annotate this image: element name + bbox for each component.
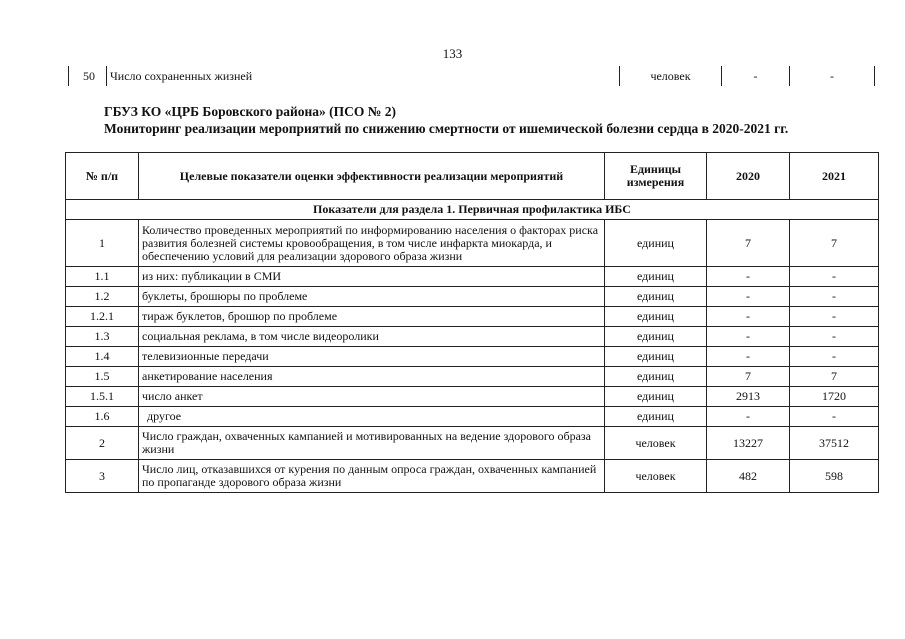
table-row — [66, 307, 879, 327]
row-value-2021: - — [790, 66, 875, 86]
row-unit: единиц — [605, 407, 707, 427]
row-number: 1.5.1 — [66, 387, 139, 407]
row-indicator: другое — [139, 407, 605, 427]
monitoring-title: Мониторинг реализации мероприятий по снижению смертности от ишемической болезни сердца в 2020-2021 гг. — [104, 121, 789, 136]
section-row — [66, 200, 879, 220]
table-row — [66, 367, 879, 387]
row-value-2021: - — [790, 407, 879, 427]
row-unit: человек — [605, 427, 707, 460]
row-value-2020: 7 — [707, 220, 790, 267]
row-indicator: Число сохраненных жизней — [107, 66, 620, 86]
row-number: 1.2.1 — [66, 307, 139, 327]
row-unit: единиц — [605, 267, 707, 287]
organization-heading: ГБУЗ КО «ЦРБ Боровского района» (ПСО № 2) — [104, 104, 396, 119]
row-value-2021: - — [790, 307, 879, 327]
row-number: 1.2 — [66, 287, 139, 307]
row-value-2020: - — [722, 66, 790, 86]
row-indicator: анкетирование населения — [139, 367, 605, 387]
row-number: 1.3 — [66, 327, 139, 347]
row-indicator: Число граждан, охваченных кампанией и мотивированных на ведение здорового образа жизни — [139, 427, 605, 460]
row-number: 3 — [66, 460, 139, 493]
row-number: 1.5 — [66, 367, 139, 387]
row-indicator: Число лиц, отказавшихся от курения по данным опроса граждан, охваченных кампанией по пропаганде здорового образа жизни — [139, 460, 605, 493]
row-value-2021: 1720 — [790, 387, 879, 407]
row-unit: единиц — [605, 307, 707, 327]
row-value-2021: - — [790, 327, 879, 347]
row-value-2021: - — [790, 267, 879, 287]
row-number: 1.4 — [66, 347, 139, 367]
row-unit: единиц — [605, 327, 707, 347]
row-value-2021: 7 — [790, 220, 879, 267]
row-value-2021: - — [790, 287, 879, 307]
row-unit: единиц — [605, 387, 707, 407]
table-row — [66, 220, 879, 267]
row-number: 50 — [69, 66, 107, 86]
row-value-2020: 2913 — [707, 387, 790, 407]
row-indicator: тираж буклетов, брошюр по проблеме — [139, 307, 605, 327]
row-value-2020: - — [707, 287, 790, 307]
monitoring-table — [65, 152, 879, 493]
table-row — [69, 66, 875, 86]
row-value-2020: - — [707, 327, 790, 347]
row-value-2020: - — [707, 407, 790, 427]
row-indicator: телевизионные передачи — [139, 347, 605, 367]
row-number: 1 — [66, 220, 139, 267]
header-2021: 2021 — [790, 153, 879, 200]
row-number: 1.6 — [66, 407, 139, 427]
row-unit: человек — [605, 460, 707, 493]
row-value-2020: 7 — [707, 367, 790, 387]
row-value-2021: 37512 — [790, 427, 879, 460]
table-row — [66, 287, 879, 307]
row-unit: единиц — [605, 287, 707, 307]
row-value-2020: - — [707, 347, 790, 367]
section-title: Показатели для раздела 1. Первичная профилактика ИБС — [66, 200, 879, 220]
header-2020: 2020 — [707, 153, 790, 200]
table-row — [66, 267, 879, 287]
row-indicator: социальная реклама, в том числе видеоролики — [139, 327, 605, 347]
row-value-2020: - — [707, 267, 790, 287]
row-number: 2 — [66, 427, 139, 460]
table-row — [66, 460, 879, 493]
row-indicator: из них: публикации в СМИ — [139, 267, 605, 287]
row-unit: единиц — [605, 347, 707, 367]
row-number: 1.1 — [66, 267, 139, 287]
table-row — [66, 327, 879, 347]
row-value-2020: - — [707, 307, 790, 327]
row-indicator: Количество проведенных мероприятий по информированию населения о факторах риска развития болезней системы кровообращения, в том числе инфаркта миокарда, и обеспечению условий для реализации здорового образа жизни — [139, 220, 605, 267]
row-value-2021: 598 — [790, 460, 879, 493]
page-number: 133 — [442, 46, 463, 61]
header-num: № п/п — [66, 153, 139, 200]
row-indicator: буклеты, брошюры по проблеме — [139, 287, 605, 307]
row-unit: единиц — [605, 220, 707, 267]
header-indicator: Целевые показатели оценки эффективности реализации мероприятий — [139, 153, 605, 200]
table-row — [66, 387, 879, 407]
row-unit: единиц — [605, 367, 707, 387]
row-value-2021: - — [790, 347, 879, 367]
row-value-2021: 7 — [790, 367, 879, 387]
row-value-2020: 482 — [707, 460, 790, 493]
table-header-row — [66, 153, 879, 200]
table-row — [66, 407, 879, 427]
header-unit: Единицы измерения — [605, 153, 707, 200]
row-unit: человек — [620, 66, 722, 86]
previous-table-fragment — [68, 66, 875, 86]
table-row — [66, 427, 879, 460]
table-row — [66, 347, 879, 367]
row-indicator: число анкет — [139, 387, 605, 407]
row-value-2020: 13227 — [707, 427, 790, 460]
